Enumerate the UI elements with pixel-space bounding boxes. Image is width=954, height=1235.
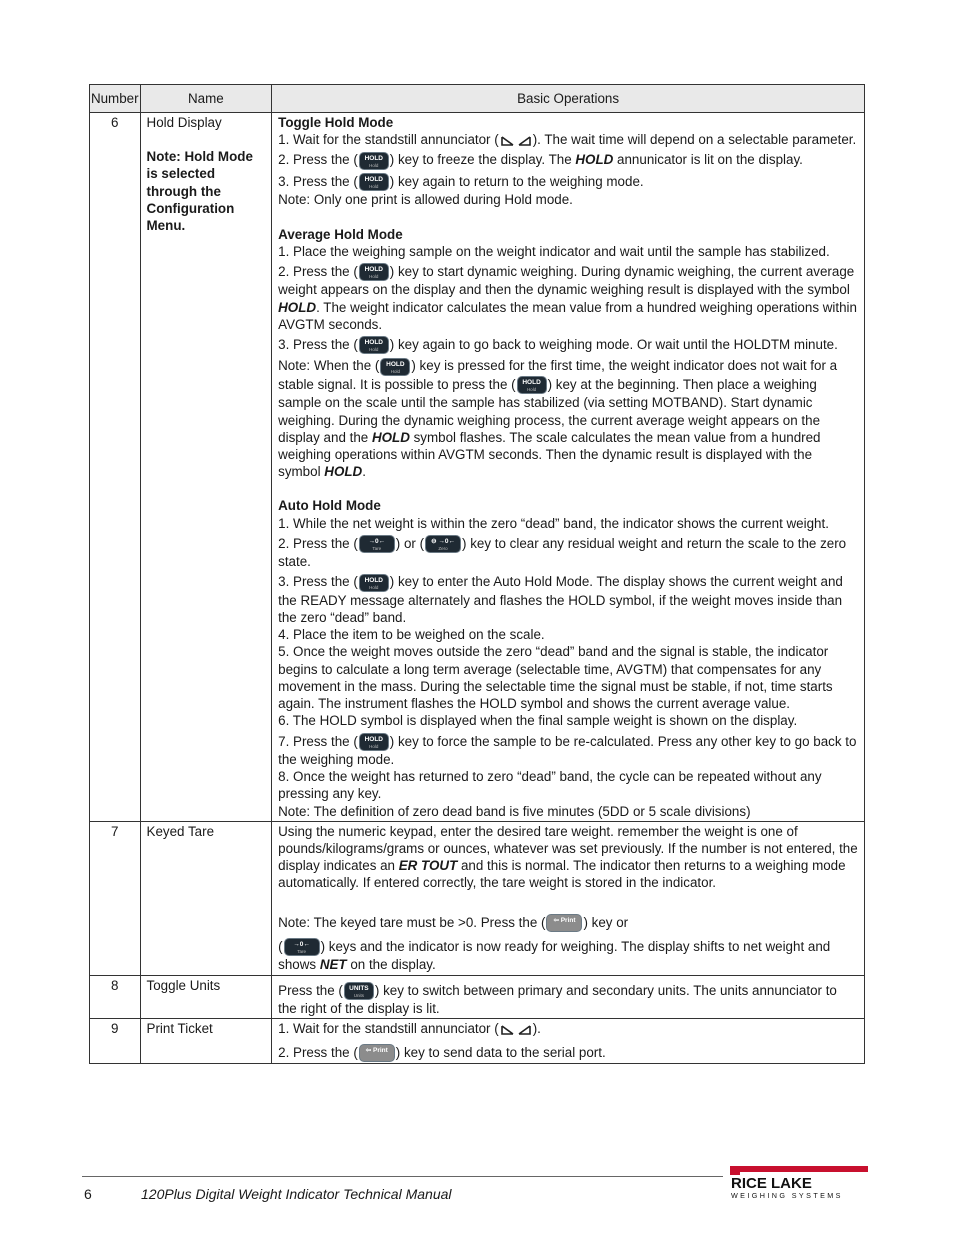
auto-step-3: 3. Press the ( HOLD Hold ) key to enter the Auto Hold Mode. The display shows the current weight and the READY message alternately and flashes the HOLD symbol, if the weight moves inside than the zero “dead” band.: [278, 574, 843, 626]
logo-top-text: RICE LAKE: [731, 1175, 812, 1192]
row-operations: [272, 1019, 865, 1064]
toggle-note: Note: Only one print is allowed during Hold mode.: [278, 192, 573, 208]
table-row: [90, 1019, 865, 1064]
tare-key-icon: →0← Tare: [284, 938, 320, 956]
auto-note: Note: The definition of zero dead band is five minutes (5DD or 5 scale divisions): [278, 803, 751, 819]
row-operations: [272, 975, 865, 1019]
print-step-1: 1. Wait for the standstill annunciator ( ).: [278, 1021, 541, 1037]
row-name-cell: [140, 113, 272, 822]
footer-title: 120Plus Digital Weight Indicator Technical Manual: [141, 1186, 452, 1202]
row-number: 8: [90, 975, 141, 1019]
table-row: [90, 975, 865, 1019]
average-step-3: 3. Press the ( HOLD Hold ) key again to go back to weighing mode. Or wait until the HOLDTM minute.: [278, 336, 838, 353]
hold-key-icon: HOLD Hold: [517, 376, 547, 394]
row-number: 6: [90, 113, 141, 822]
header-name: Name: [140, 85, 272, 113]
table-row: [90, 113, 865, 822]
row-number: 9: [90, 1019, 141, 1064]
auto-step-5: 5. Once the weight moves outside the zero “dead” band and the signal is stable, the indicator begins to calculate a long term average (selectable time, AVGTM) that compensates for any movement in the mass. During the selectable time the signal must be stable, if not, time starts again. The instrument flashes the HOLD symbol and shows the current average value.: [278, 644, 833, 712]
toggle-step-1: 1. Wait for the standstill annunciator ( ). The wait time will depend on a selectable parameter.: [278, 132, 857, 148]
average-step-2: 2. Press the ( HOLD Hold ) key to start dynamic weighing. During dynamic weighing, the current average weight appears on the display and then the dynamic weighing result is displayed with the symbol HOLD. The weight indicator calculates the mean value from a hundred weighing operations within AVGTM seconds.: [278, 263, 857, 332]
auto-step-7: 7. Press the ( HOLD Hold ) key to force the sample to be re-calculated. Press any other key to go back to the weighing mode.: [278, 733, 857, 767]
units-key-icon: UNITS Units: [344, 982, 374, 1000]
toggle-hold-title: Toggle Hold Mode: [278, 115, 394, 130]
standstill-icon: [499, 1024, 533, 1036]
operations-table: [89, 84, 865, 1064]
toggle-step-2: 2. Press the ( HOLD Hold ) key to freeze the display. The HOLD annunicator is lit on the display.: [278, 152, 803, 168]
auto-step-1: 1. While the net weight is within the zero “dead” band, the indicator shows the current weight.: [278, 515, 829, 531]
average-note: Note: When the ( HOLD Hold ) key is pressed for the first time, the weight indicator does not wait for a stable signal. It is possible to press the ( HOLD Hold ) key at the beginning. Then place a weighing sample on the scale until the sample has stabilized (via setting MOTBAND). Start dynamic weighing. During the dynamic weighing process, the current average weight appears on the display and the HOLD symbol flashes. The scale calculates the mean value from a hundred weighing operations within AVGTM seconds. Then the dynamic result is displayed with the symbol HOLD.: [278, 358, 838, 480]
hold-mode-note: Note: Hold Mode is selected through the Configuration Menu.: [146, 149, 253, 234]
hold-key-icon: HOLD Hold: [359, 574, 389, 592]
row-name: Toggle Units: [140, 975, 272, 1019]
print-key-icon: ⇦ Print: [546, 914, 582, 932]
tare-key-icon: →0← Tare: [359, 535, 395, 553]
keyed-tare-para-3: ( →0← Tare ) keys and the indicator is now ready for weighing. The display shifts to net weight and shows NET on the display.: [278, 939, 831, 973]
zero-key-icon: ⊖ →0← Zero: [425, 535, 461, 553]
average-hold-title: Average Hold Mode: [278, 226, 403, 242]
row-operations: [272, 113, 865, 822]
hold-key-icon: HOLD Hold: [380, 358, 410, 376]
row-name: Keyed Tare: [140, 821, 272, 975]
keyed-tare-para-1: Using the numeric keypad, enter the desired tare weight. remember the weight is one of pounds/kilograms/grams or ounces, whatever was set previously. If the number is not entered, the display indicates an ER TOUT and this is normal. The indicator then returns to a weighing mode automatically. If entered correctly, the tare weight is stored in the indicator.: [278, 823, 858, 891]
header-basic-operations: Basic Operations: [272, 85, 865, 113]
hold-key-icon: HOLD Hold: [359, 733, 389, 751]
hold-key-icon: HOLD Hold: [359, 152, 389, 170]
auto-step-8: 8. Once the weight has returned to zero “dead” band, the cycle can be repeated without any pressing any key.: [278, 769, 822, 802]
average-step-1: 1. Place the weighing sample on the weight indicator and wait until the sample has stabilized.: [278, 243, 830, 259]
keyed-tare-note: Note: The keyed tare must be >0. Press the ( ⇦ Print ) key or: [278, 914, 858, 932]
row-operations: [272, 821, 865, 975]
toggle-units-para: Press the ( UNITS Units ) key to switch between primary and secondary units. The units annunciator to the right of the display is lit.: [278, 982, 837, 1017]
print-step-2: 2. Press the ( ⇦ Print ) key to send data to the serial port.: [278, 1044, 858, 1062]
header-number: Number: [90, 85, 141, 113]
footer-rule: [82, 1176, 723, 1177]
hold-key-icon: HOLD Hold: [359, 173, 389, 191]
auto-step-4: 4. Place the item to be weighed on the scale.: [278, 627, 545, 643]
page-number: 6: [84, 1186, 92, 1202]
hold-key-icon: HOLD Hold: [359, 263, 389, 281]
toggle-step-3: 3. Press the ( HOLD Hold ) key again to return to the weighing mode.: [278, 173, 644, 190]
standstill-icon: [499, 135, 533, 147]
row-name: Hold Display: [146, 115, 222, 130]
print-key-icon: ⇦ Print: [359, 1044, 395, 1062]
auto-hold-title: Auto Hold Mode: [278, 498, 381, 514]
table-header-row: [90, 85, 865, 113]
auto-step-2: 2. Press the ( →0← Tare ) or ( ⊖ →0← Zero ) key to clear any residual weight and return the scale to the zero state.: [278, 535, 847, 570]
row-name: Print Ticket: [140, 1019, 272, 1064]
auto-step-6: 6. The HOLD symbol is displayed when the final sample weight is shown on the display.: [278, 713, 798, 729]
row-number: 7: [90, 821, 141, 975]
logo-bottom-text: WEIGHING SYSTEMS: [731, 1191, 843, 1200]
hold-key-icon: HOLD Hold: [359, 336, 389, 354]
rice-lake-logo: [730, 1166, 868, 1200]
table-row: [90, 821, 865, 975]
